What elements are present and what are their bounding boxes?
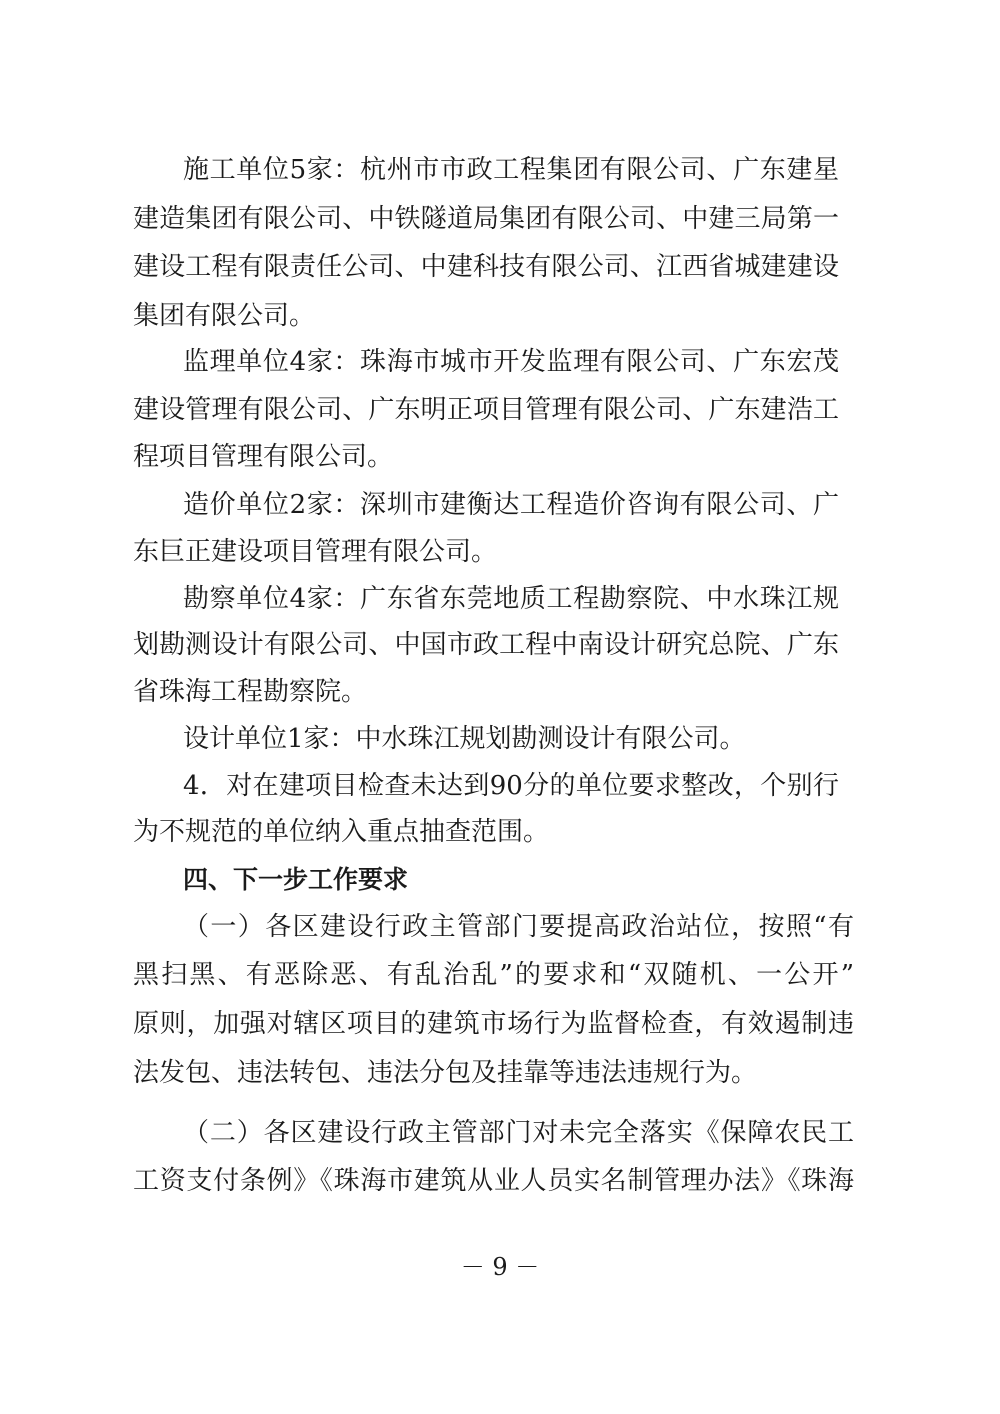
text-line: （一）各区建设行政主管部门要提高政治站位，按照“有 [183, 912, 854, 942]
text-line: 建设工程有限责任公司、中建科技有限公司、江西省城建建设 [133, 252, 839, 282]
text-line: 监理单位4家：珠海市城市开发监理有限公司、广东宏茂 [183, 347, 839, 377]
text-line: 程项目管理有限公司。 [133, 442, 394, 472]
text-line: 黑扫黑、有恶除恶、有乱治乱”的要求和“双随机、一公开” [133, 960, 854, 990]
text-line: 划勘测设计有限公司、中国市政工程中南设计研究总院、广东 [133, 630, 839, 660]
text-line: （二）各区建设行政主管部门对未完全落实《保障农民工 [183, 1118, 854, 1148]
page-number: － 9 － [460, 1253, 540, 1281]
text-line: 建造集团有限公司、中铁隧道局集团有限公司、中建三局第一 [133, 204, 839, 234]
text-line: 工资支付条例》《珠海市建筑从业人员实名制管理办法》《珠海 [133, 1166, 854, 1196]
text-line: 法发包、违法转包、违法分包及挂靠等违法违规行为。 [133, 1058, 758, 1088]
text-line: 造价单位2家：深圳市建衡达工程造价咨询有限公司、广 [183, 490, 839, 520]
text-line: 4．对在建项目检查未达到90分的单位要求整改，个别行 [183, 771, 839, 801]
text-line: 设计单位1家：中水珠江规划勘测设计有限公司。 [183, 724, 746, 754]
text-line: 勘察单位4家：广东省东莞地质工程勘察院、中水珠江规 [183, 584, 839, 614]
text-line: 省珠海工程勘察院。 [133, 677, 368, 707]
text-line: 施工单位5家：杭州市市政工程集团有限公司、广东建星 [183, 155, 839, 185]
text-line: 原则，加强对辖区项目的建筑市场行为监督检查，有效遏制违 [133, 1009, 854, 1039]
text-line: 为不规范的单位纳入重点抽查范围。 [133, 817, 550, 847]
text-line: 建设管理有限公司、广东明正项目管理有限公司、广东建浩工 [133, 395, 839, 425]
text-line: 东巨正建设项目管理有限公司。 [133, 537, 498, 567]
section-heading: 四、下一步工作要求 [183, 865, 409, 894]
text-line: 集团有限公司。 [133, 301, 316, 331]
